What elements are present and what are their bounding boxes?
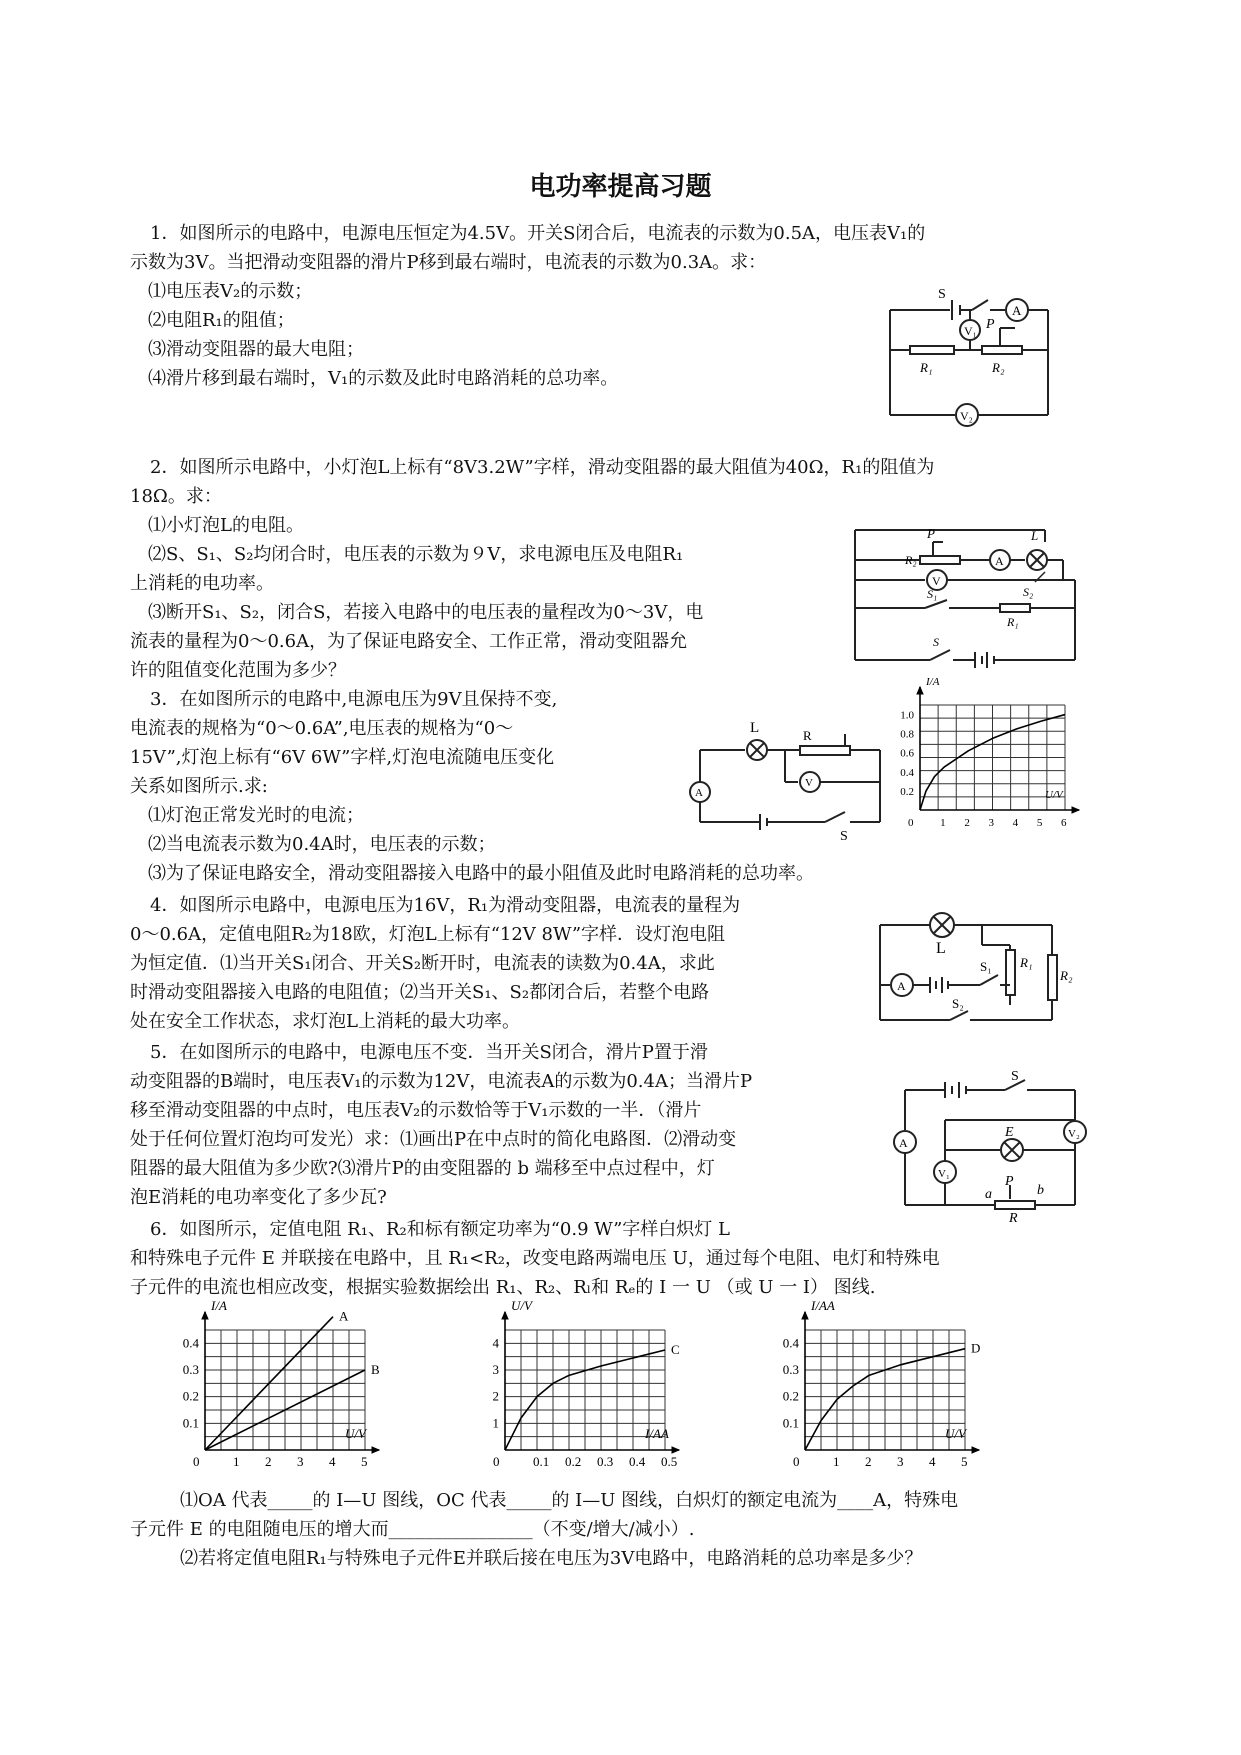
p2-fig-label: S (933, 635, 939, 649)
x-axis-label: U/V (945, 1426, 966, 1441)
chart-iu-lamp (880, 676, 1080, 829)
x-tick-label: 2 (865, 1454, 872, 1469)
x-tick-label: 0.3 (597, 1454, 614, 1469)
p5-line: 动变阻器的B端时，电压表V₁的示数为12V，电流表A的示数为0.4A；当滑片P (130, 1071, 753, 1092)
y-tick-label: 0.3 (782, 1362, 799, 1377)
p3-line: 关系如图所示.求: (130, 776, 268, 797)
origin-label: 0 (793, 1454, 800, 1469)
p6-q1-line1: ⑴OA 代表_____的 I—U 图线，OC 代表_____的 I—U 图线，白炽灯的额定电流为____A，特殊电 (180, 1490, 959, 1511)
p1-line: ⑴电压表V₂的示数； (148, 281, 313, 302)
p5-fig-label: E (1005, 1125, 1014, 1140)
x-axis-label: U/V (345, 1426, 366, 1441)
p5-fig-label: V₁ (938, 1168, 950, 1180)
series-label: C (671, 1342, 680, 1357)
x-tick-label: 6 (1061, 817, 1067, 829)
p5-fig-label: b (1037, 1183, 1044, 1198)
y-axis-arrow (202, 1312, 208, 1319)
y-axis-label: U/V (511, 1298, 532, 1313)
p2-fig-label: P (927, 526, 935, 541)
p3-line: ⑵当电流表示数为0.4A时，电压表的示数； (148, 834, 496, 855)
circuit-figure-3 (685, 720, 895, 844)
p2-fig-label: V (932, 574, 941, 588)
chart-c (470, 1298, 710, 1480)
p1-fig-label: V₁ (964, 324, 977, 338)
p5-line: 移至滑动变阻器的中点时，电压表V₂的示数恰等于V₁示数的一半．（滑片 (130, 1100, 702, 1121)
p2-fig-label: S₁ (927, 587, 938, 601)
p6-line: 和特殊电子元件 E 并联接在电路中，且 R₁<R₂，改变电路两端电压 U，通过每个电阻、电灯和特殊电 (130, 1248, 940, 1269)
x-tick-label: 1 (940, 817, 946, 829)
x-tick-label: 3 (988, 817, 994, 829)
y-tick-label: 0.8 (900, 728, 914, 741)
p3-line: ⑶为了保证电路安全，滑动变阻器接入电路中的最小阻值及此时电路消耗的总功率。 (148, 863, 814, 884)
y-tick-label: 0.1 (782, 1415, 799, 1431)
y-axis-label: I/A (211, 1298, 227, 1313)
p2-line: ⑵S、S₁、S₂均闭合时，电压表的示数为９V，求电源电压及电阻R₁ (148, 544, 684, 565)
y-axis-arrow (802, 1312, 808, 1319)
p3-fig-label: R (803, 728, 812, 743)
y-axis-label: I/A (926, 676, 940, 688)
p4-fig-label: A (897, 979, 906, 993)
y-tick-label: 0.3 (182, 1362, 199, 1377)
p2-fig-label: S₂ (1023, 585, 1034, 599)
y-tick-label: 0.4 (182, 1335, 199, 1351)
x-tick-label: 0.4 (629, 1454, 646, 1469)
p2-fig-label: R₂ (905, 553, 917, 567)
y-axis-arrow (502, 1312, 508, 1319)
p1-fig-label: S (938, 287, 946, 302)
origin-label: 0 (193, 1454, 200, 1469)
p1-fig-label: A (1012, 303, 1022, 318)
p4-fig-label: R₁ (1020, 955, 1033, 970)
x-axis-label: U/V (1045, 789, 1063, 801)
p3-line: 3．在如图所示的电路中,电源电压为9V且保持不变, (150, 689, 558, 710)
p1-fig-label: R₁ (920, 360, 933, 375)
x-tick-label: 2 (964, 817, 970, 829)
x-tick-label: 4 (329, 1454, 336, 1469)
p3-line: 电流表的规格为“0～0.6A”,电压表的规格为“0～ (130, 718, 514, 739)
x-tick-label: 0.2 (565, 1454, 582, 1469)
p5-fig-label: a (985, 1187, 992, 1202)
x-tick-label: 3 (297, 1454, 304, 1469)
y-tick-label: 3 (492, 1362, 499, 1377)
x-tick-label: 1 (833, 1454, 840, 1469)
x-tick-label: 5 (1036, 817, 1043, 829)
y-axis-arrow (917, 687, 923, 694)
p5-line: 5．在如图所示的电路中，电源电压不变．当开关S闭合，滑片P置于滑 (150, 1042, 708, 1063)
p5-line: 处于任何位置灯泡均可发光）求：⑴画出P在中点时的简化电路图．⑵滑动变 (130, 1129, 737, 1150)
x-axis-arrow (672, 1447, 679, 1453)
x-tick-label: 4 (929, 1454, 936, 1469)
x-tick-label: 1 (233, 1454, 240, 1469)
p1-line: 示数为3V。当把滑动变阻器的滑片P移到最右端时，电流表的示数为0.3A。求： (130, 252, 767, 273)
p6-q1-line2: 子元件 E 的电阻随电压的增大而________________（不变/增大/减小）. (130, 1519, 695, 1540)
y-tick-label: 0.2 (900, 785, 914, 798)
x-tick-label: 4 (1012, 817, 1019, 829)
p2-fig-label: A (995, 554, 1004, 568)
x-tick-label: 2 (265, 1454, 272, 1469)
p1-fig-label: P (986, 317, 995, 332)
y-tick-label: 2 (492, 1388, 499, 1404)
p3-fig-label: V (805, 777, 813, 789)
p1-line: ⑵电阻R₁的阻值； (148, 310, 295, 331)
p6-q2: ⑵若将定值电阻R₁与特殊电子元件E并联后接在电压为3V电路中，电路消耗的总功率是多少？ (180, 1548, 923, 1569)
x-tick-label: 0.1 (533, 1454, 550, 1469)
p2-line: 2．如图所示电路中，小灯泡L上标有“8V3.2W”字样，滑动变阻器的最大阻值为40Ω，R₁的阻值为 (150, 457, 935, 478)
p1-fig-label: V₂ (960, 409, 973, 423)
p3-fig-label: S (840, 829, 848, 844)
y-tick-label: 1 (492, 1415, 499, 1431)
x-tick-label: 3 (897, 1454, 904, 1469)
chart-ab (170, 1298, 410, 1480)
p2-line: 许的阻值变化范围为多少？ (130, 660, 346, 681)
p4-line: 处在安全工作状态，求灯泡L上消耗的最大功率。 (130, 1011, 520, 1032)
p2-line: 流表的量程为0～0.6A，为了保证电路安全、工作正常，滑动变阻器允 (130, 631, 688, 652)
x-axis-arrow (372, 1447, 379, 1453)
y-tick-label: 1.0 (900, 709, 914, 722)
p1-line: 1．如图所示的电路中，电源电压恒定为4.5V。开关S闭合后，电流表的示数为0.5A，电压表V₁的 (150, 223, 926, 244)
x-axis-label: I/AA (645, 1426, 669, 1441)
origin-label: 0 (908, 817, 914, 829)
y-tick-label: 0.2 (182, 1388, 199, 1404)
y-tick-label: 4 (492, 1335, 499, 1351)
p5-fig-label: S (1011, 1069, 1019, 1084)
x-axis-arrow (972, 1447, 979, 1453)
p3-line: 15V”,灯泡上标有“6V 6W”字样,灯泡电流随电压变化 (130, 747, 555, 768)
p1-line: ⑶滑动变阻器的最大电阻； (148, 339, 364, 360)
origin-label: 0 (493, 1454, 500, 1469)
y-tick-label: 0.6 (900, 747, 914, 760)
y-axis-label: I/AA (811, 1298, 835, 1313)
y-tick-label: 0.2 (782, 1388, 799, 1404)
p2-line: ⑶断开S₁、S₂，闭合S，若接入电路中的电压表的量程改为0～3V，电 (148, 602, 704, 623)
p3-line: ⑴灯泡正常发光时的电流； (148, 805, 364, 826)
p6-line: 6．如图所示，定值电阻 R₁、R₂和标有额定功率为“0.9 W”字样白炽灯 L (150, 1219, 730, 1240)
p4-fig-label: S₁ (980, 959, 992, 974)
x-axis-arrow (1072, 807, 1079, 813)
p5-line: 泡E消耗的电功率变化了多少瓦? (130, 1187, 387, 1208)
y-tick-label: 0.4 (900, 766, 914, 779)
p3-fig-label: A (695, 787, 703, 799)
p4-line: 4．如图所示电路中，电源电压为16V，R₁为滑动变阻器，电流表的量程为 (150, 895, 741, 916)
p5-fig-label: A (899, 1136, 908, 1150)
series-label: B (371, 1362, 380, 1377)
circuit-figure-2 (845, 520, 1085, 665)
p1-line: ⑷滑片移到最右端时，V₁的示数及此时电路消耗的总功率。 (148, 368, 619, 389)
x-tick-label: 5 (361, 1454, 368, 1469)
p3-fig-label: L (750, 720, 760, 736)
series-label: A (339, 1308, 349, 1324)
y-tick-label: 0.1 (182, 1415, 199, 1431)
p2-fig-label: R₁ (1007, 615, 1019, 629)
p4-line: 0～0.6A，定值电阻R₂为18欧，灯泡L上标有“12V 8W”字样．设灯泡电阻 (130, 924, 726, 945)
p1-fig-label: R₂ (992, 360, 1005, 375)
p2-line: 18Ω。求： (130, 486, 222, 507)
x-tick-label: 0.5 (661, 1454, 678, 1469)
chart-d (770, 1298, 1010, 1480)
p5-fig-label: P (1005, 1174, 1014, 1189)
p2-fig-label: L (1031, 528, 1039, 543)
circuit-figure-1 (880, 287, 1060, 423)
circuit-figure-5 (885, 1069, 1085, 1226)
page-title: 电功率提高习题 (529, 172, 712, 202)
p4-fig-label: S₂ (952, 996, 964, 1011)
series-label: D (971, 1340, 981, 1356)
p2-line: 上消耗的电功率。 (130, 573, 274, 594)
circuit-figure-4 (870, 905, 1073, 1030)
p4-fig-label: L (936, 940, 946, 957)
x-tick-label: 5 (961, 1454, 968, 1469)
p5-line: 阻器的最大阻值为多少欧?⑶滑片P的由变阻器的 b 端移至中点过程中，灯 (130, 1158, 715, 1179)
p5-fig-label: R (1009, 1211, 1018, 1226)
y-tick-label: 0.4 (782, 1335, 799, 1351)
p2-line: ⑴小灯泡L的电阻。 (148, 515, 304, 536)
p5-fig-label: V₂ (1068, 1128, 1080, 1140)
p4-fig-label: R₂ (1060, 968, 1073, 983)
p4-line: 时滑动变阻器接入电路的电阻值；⑵当开关S₁、S₂都闭合后，若整个电路 (130, 982, 710, 1003)
p4-line: 为恒定值．⑴当开关S₁闭合、开关S₂断开时，电流表的读数为0.4A，求此 (130, 953, 715, 974)
p6-line: 子元件的电流也相应改变，根据实验数据绘出 R₁、R₂、Rₗ和 Rₑ的 I 一 U （或 U 一 I） 图线. (130, 1277, 876, 1298)
